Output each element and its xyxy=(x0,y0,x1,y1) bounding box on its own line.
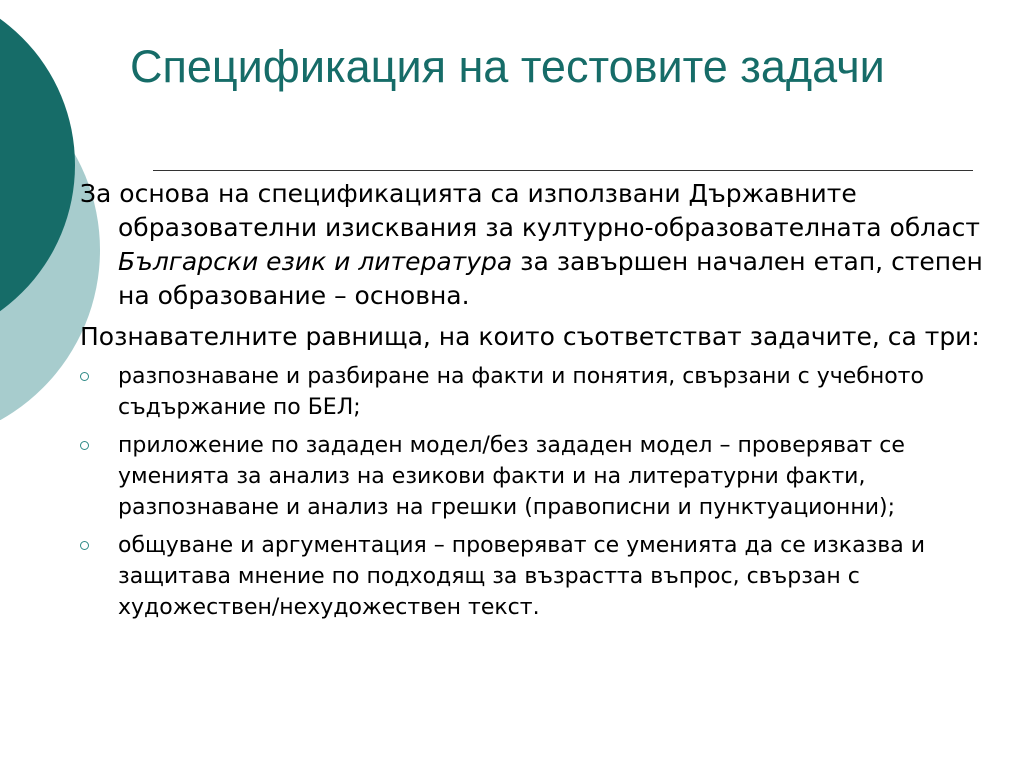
paragraph-basis-text-end: за завършен начален етап, степен на образование – основна. xyxy=(118,247,983,310)
paragraph-basis xyxy=(80,177,985,313)
hollow-circle-bullet-icon xyxy=(80,541,89,550)
list-item xyxy=(80,530,985,623)
list-item xyxy=(80,361,985,423)
slide-content xyxy=(80,177,985,630)
list-item-text: приложение по зададен модел/без зададен модел – проверяват се уменията за анализ на езикови факти и на литературни факти, разпознаване и анализ на грешки (правописни и пунктуационни); xyxy=(118,433,905,520)
list-item-text: разпознаване и разбиране на факти и понятия, свързани с учебното съдържание по БЕЛ; xyxy=(118,364,924,420)
hollow-circle-bullet-icon xyxy=(80,441,89,450)
paragraph-levels: Познавателните равнища, на които съответстват задачите, са три: xyxy=(80,322,980,351)
list-item-text: общуване и аргументация – проверяват се уменията да се изказва и защитава мнение по подходящ за възрастта въпрос, свързан с художествен/нехудожествен текст. xyxy=(118,533,926,620)
paragraph-basis-emphasis: Български език и литература xyxy=(118,247,513,276)
list-item xyxy=(80,430,985,523)
title-divider xyxy=(153,170,973,171)
hollow-circle-bullet-icon xyxy=(80,372,89,381)
paragraph-basis-text-start: За основа на спецификацията са използвани Държавните образователни изисквания за културно-образователната област xyxy=(80,179,980,242)
slide-title: Спецификация на тестовите задачи xyxy=(130,41,885,92)
levels-list xyxy=(80,361,985,623)
